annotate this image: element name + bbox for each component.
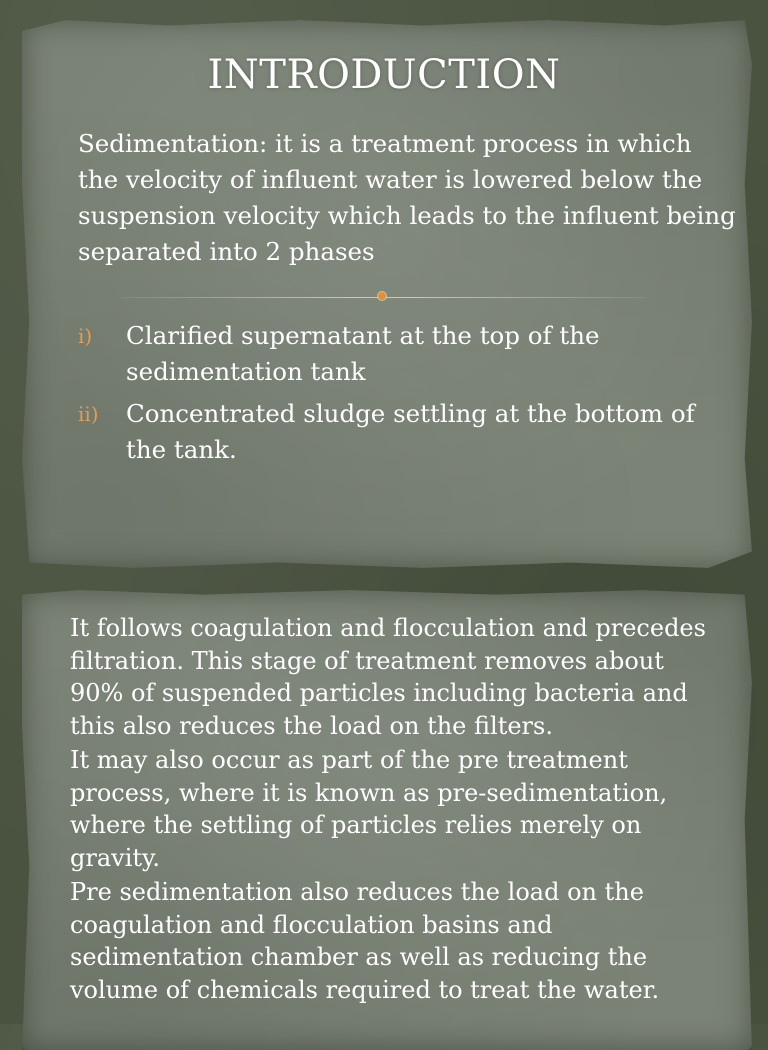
phases-list <box>78 318 738 474</box>
list-marker: ii) <box>78 402 99 426</box>
paragraph: It follows coagulation and flocculation and precedes filtration. This stage of treatment removes about 90% of suspended particles including bacteria and this also reduces the load on the filters. <box>70 614 706 740</box>
list-item-text: Clarified supernatant at the top of the sedimentation tank <box>126 321 600 386</box>
intro-paragraph: Sedimentation: it is a treatment process in which the velocity of influent water is lowered below the suspension velocity which leads to the influent being separated into 2 phases <box>78 129 736 266</box>
paragraph: Pre sedimentation also reduces the load on the coagulation and flocculation basins and sedimentation chamber as well as reducing the volume of chemicals required to treat the water. <box>70 878 660 1004</box>
list-marker: i) <box>78 324 93 348</box>
slide-title: INTRODUCTION <box>207 52 561 98</box>
details-body <box>70 612 710 1008</box>
paragraph: It may also occur as part of the pre treatment process, where it is known as pre-sedimentation, where the settling of particles relies merely on gravity. <box>70 746 668 872</box>
list-item <box>78 396 738 468</box>
slide-introduction <box>22 20 752 568</box>
list-item-text: Concentrated sludge settling at the bottom of the tank. <box>126 399 695 464</box>
list-item <box>78 318 738 390</box>
divider-dot-icon <box>378 292 386 300</box>
